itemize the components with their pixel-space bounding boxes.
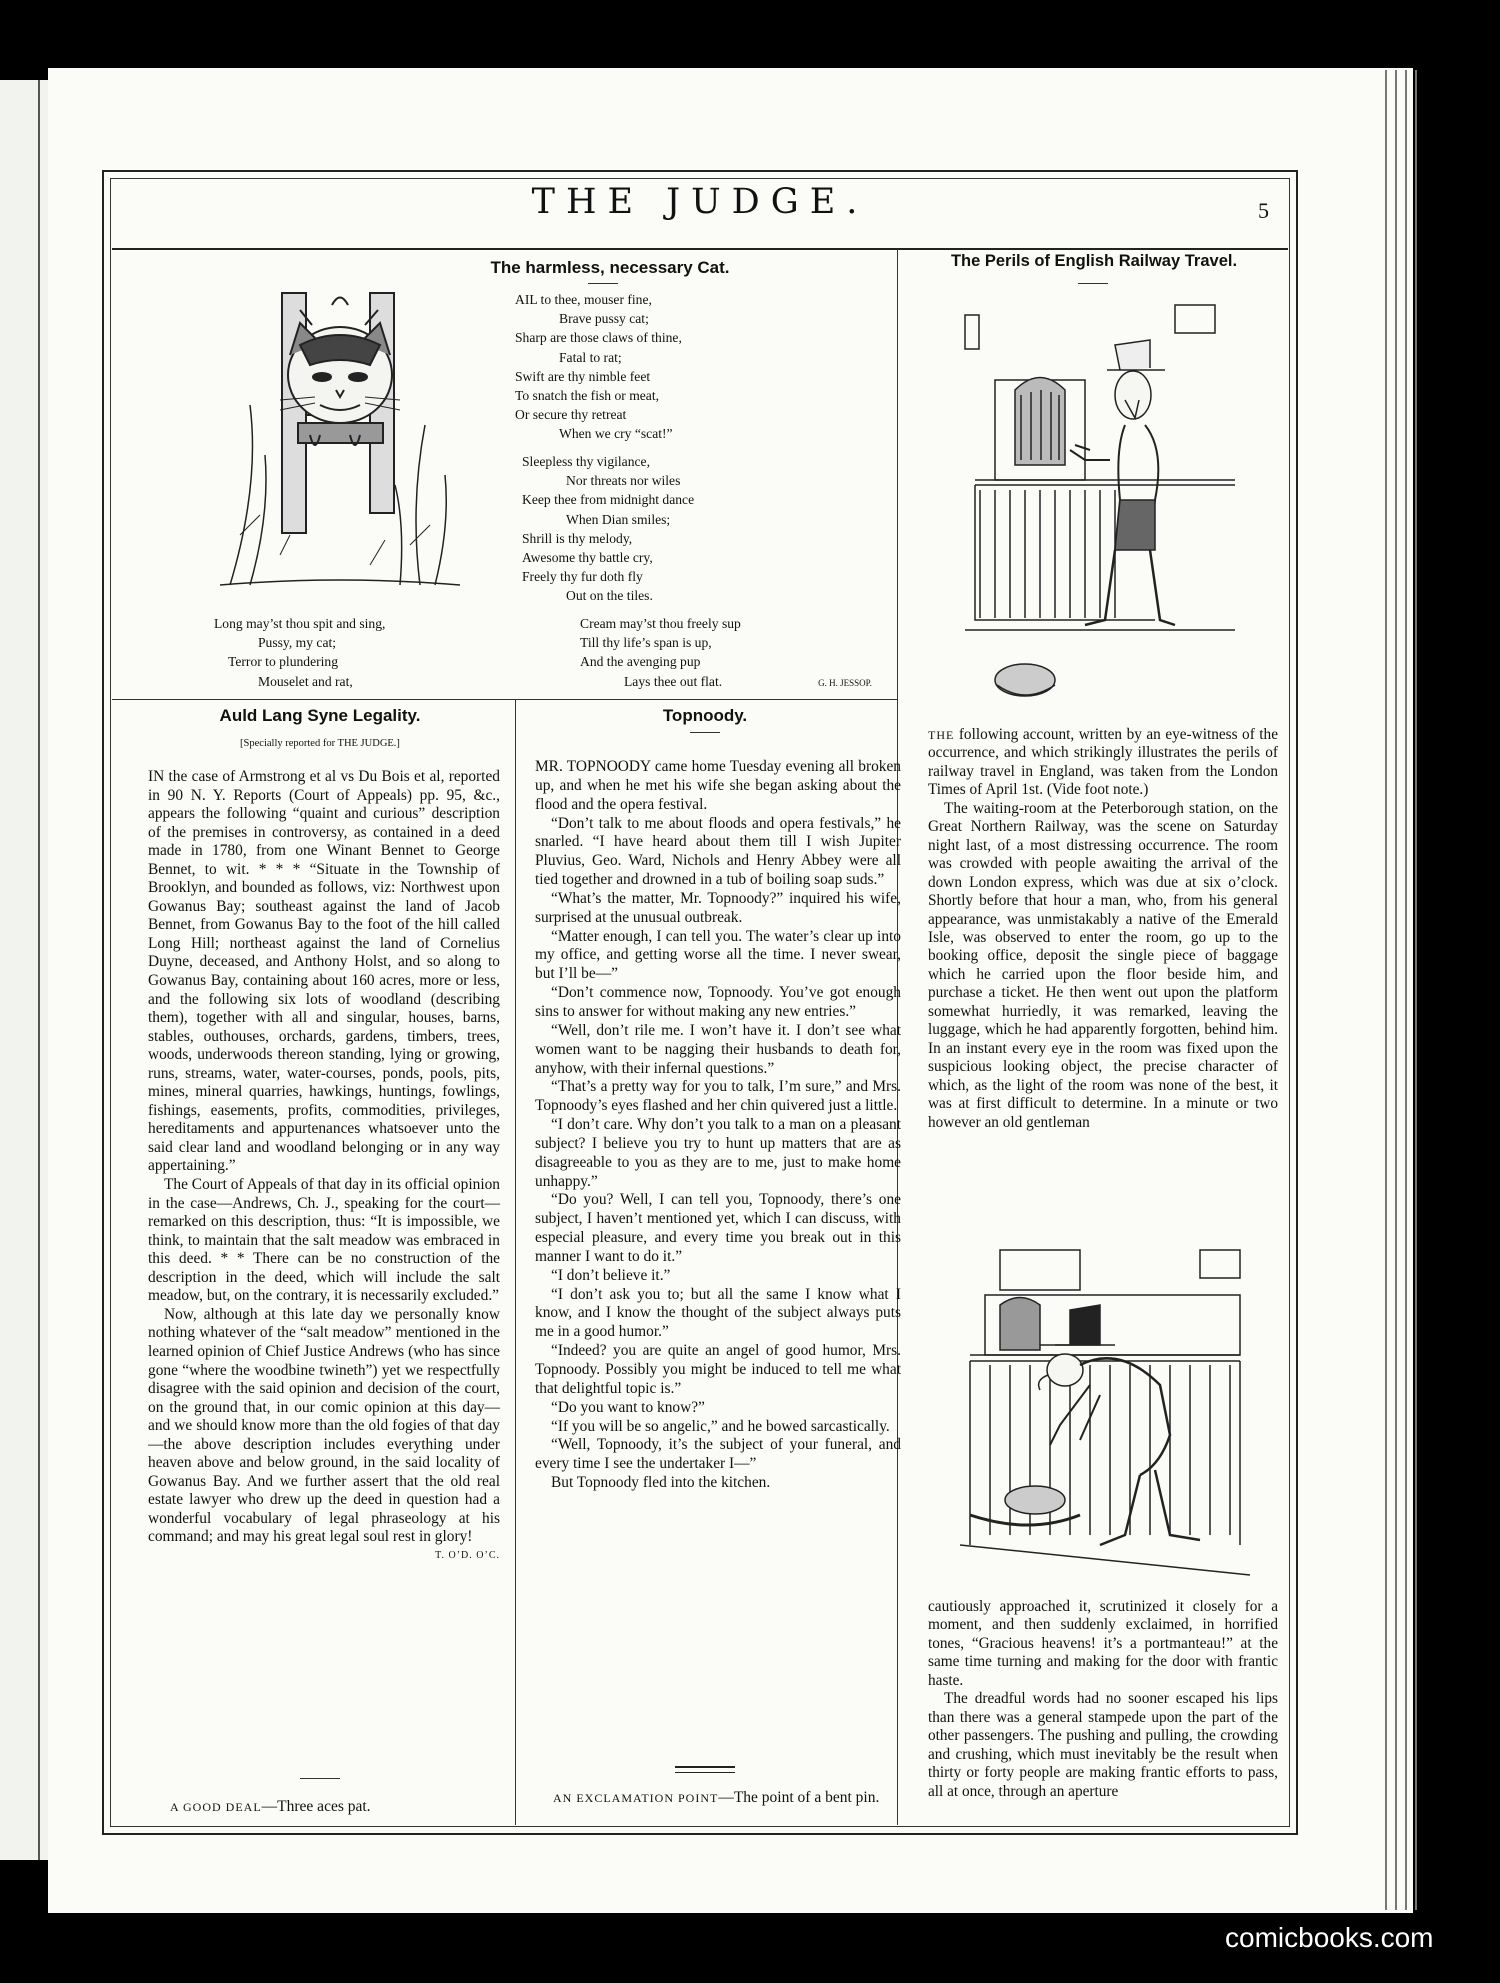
auld-paragraph: Now, although at this late day we personally know nothing whatever of the “salt meadow” mentioned in the learned opinion of Chief Justice Andrews (who has since gone “where the woodbine twineth”) yet we respectfully disagree with the said opinion and decision of the court, on the ground that, in our comic opinion at this day—and we should know more than the old fogies of that day—the above description includes everything under heaven above and below ground, in the said locality of Gowanus Bay. And we further assert that the old real estate lawyer who drew up the deed in question had a wonderful vocabulary of legal phraseology at his command; and may his great legal soul rest in glory! [148, 1305, 500, 1546]
topnoody-paragraph: “Do you? Well, I can tell you, Topnoody, there’s one subject, I haven’t mentioned yet, which I can discuss, with especial pleasure, and every time you break out in this manner I want to do it.” [535, 1191, 901, 1265]
poem-line: Swift are thy nimble feet [515, 368, 651, 384]
topnoody-filler: AN EXCLAMATION POINT—The point of a bent pin. [553, 1789, 880, 1806]
section-rule [675, 1772, 735, 1773]
poem-line: Cream may’st thou freely sup [580, 616, 741, 631]
auld-paragraph: IN the case of Armstrong et al vs Du Bois et al, reported in 90 N. Y. Reports (Court of Appeals) pp. 95, &c., appears the following “quaint and curious” description of the premises in controversy, as contained in a deed made in 1780, from one Winant Bennet to George Bennet, to wit. * * * “Situate in the Township of Brooklyn, and bounded as follows, viz: Northwest upon Gowanus Bay; southeast against the land of Jacob Bennet, from Gowanus Bay to the foot of the hill called Long Hill; northeast against the land of Cornelius Duyne, deceased, and Anthony Holst, and so along to Gowanus Bay, containing about 160 acres, more or less, and the following six lots of woodland (describing them), together with all and singular, houses, barns, stables, outhouses, orchards, gardens, timbers, trees, woods, underwoods thereon standing, lying or growing, runs, streams, water, water-courses, ponds, pools, pits, mines, mineral quarries, hawkings, huntings, fowlings, fishings, easements, profits, commodities, privileges, hereditaments and appurtenances whatsoever unto the said clear land and woodland belonging or in any way appertaining.” [148, 768, 500, 1175]
cat-poem-stanza-1 [515, 290, 765, 444]
topnoody-paragraph: “Well, don’t rile me. I won’t have it. I don’t see what women want to be nagging their husbands to death for, anyhow, with their infernal questions.” [535, 1021, 901, 1077]
railway-paragraph: cautiously approached it, scrutinized it closely for a moment, and then suddenly exclaimed, in horrified tones, “Gracious heavens! it’s a portmanteau!” at the same time turning and making for the door with frantic haste. [928, 1598, 1278, 1689]
poem-line: Brave pussy cat; [559, 311, 649, 327]
auld-title: Auld Lang Syne Legality. [219, 706, 421, 725]
section-rule [300, 1778, 340, 1779]
masthead-title: THE JUDGE. [531, 182, 869, 222]
poem-line: AIL to thee, mouser fine, [515, 292, 652, 307]
poem-line: Long may’st thou spit and sing, [214, 616, 386, 631]
cat-poem-stanza-3 [214, 614, 454, 691]
auld-article [148, 768, 500, 1566]
poem-line: And the avenging pup [580, 654, 701, 670]
railway-paragraph: The waiting-room at the Peterborough station, on the Great Northern Railway, was the scene on Saturday night last, of a most distressing occurrence. The room was crowded with people awaiting the arrival of the down London express, which was due at six o’clock. Shortly before that hour a man, who, from his general appearance, was unmistakably a native of the Emerald Isle, was observed to enter the room, go up to the booking office, deposit the single piece of baggage which he carried upon the floor beside him, and purchase a ticket. He then went out upon the platform somewhat hurriedly, it was remarked, leaving the luggage, which he had apparently forgotten, behind him. In an instant every eye in the room was fixed upon the suspicious looking object, the precise character of which, as the light of the room was none of the best, it was at first difficult to determine. In a minute or two however an old gentleman [928, 799, 1278, 1131]
poem-line: Mouselet and rat, [258, 673, 353, 689]
title-rule [1078, 283, 1108, 284]
topnoody-paragraph: “What’s the matter, Mr. Topnoody?” inquired his wife, surprised at the unusual outbreak. [535, 889, 901, 926]
portmanteau-illustration [940, 1245, 1270, 1595]
poem-line: Keep thee from midnight dance [522, 492, 695, 508]
poem-line: Till thy life’s span is up, [580, 635, 712, 651]
cat-poem-stanza-2 [522, 452, 772, 606]
railway-ticket-illustration [935, 300, 1265, 710]
masthead-rule [112, 248, 1288, 250]
poem-line: Sleepless thy vigilance, [522, 454, 650, 469]
topnoody-paragraph: “I don’t ask you to; but all the same I know what I know, and I know the thought of the subject always puts me in a good humor.” [535, 1285, 901, 1341]
cat-poem-title: The harmless, necessary Cat. [490, 258, 730, 277]
railway-paragraph: THE following account, written by an eye-witness of the occurrence, and which strikingly illustrates the perils of railway travel in England, was taken from the London Times of April 1st. (Vide foot note.) [928, 726, 1278, 799]
title-rule [690, 732, 720, 733]
topnoody-paragraph: “Don’t talk to me about floods and opera festivals,” he snarled. “I have heard about them till I wish Jupiter Pluvius, Geo. Ward, Nichols and Henry Abbey were all tied together and drowned in a tub of boiling soap suds.” [535, 814, 901, 889]
section-rule [675, 1766, 735, 1768]
topnoody-paragraph: “Indeed? you are quite an angel of good humor, Mrs. Topnoody. Possibly you might be induced to tell me what that delightful topic is.” [535, 1342, 901, 1397]
poem-line: Shrill is thy melody, [522, 530, 633, 546]
poem-line: Out on the tiles. [566, 588, 653, 604]
topnoody-paragraph: “If you will be so angelic,” and he bowed sarcastically. [551, 1417, 890, 1435]
poem-line: Fatal to rat; [559, 349, 622, 365]
page-number: 5 [1258, 198, 1269, 223]
railway-text-bottom [928, 1598, 1278, 1801]
poem-line: Awesome thy battle cry, [522, 550, 653, 566]
railway-paragraph: The dreadful words had no sooner escaped his lips than there was a general stampede upon the part of the other passengers. The pushing and pulling, the crowding and crushing, which must inevitably be the result when thirty or forty people are making frantic efforts to pass, all at once, through an aperture [928, 1690, 1278, 1800]
topnoody-paragraph: “Well, Topnoody, it’s the subject of your funeral, and every time I see the undertaker I—” [535, 1436, 901, 1473]
title-rule [588, 283, 618, 284]
drop-cap: THE [928, 728, 955, 742]
topnoody-title: Topnoody. [662, 706, 748, 725]
topnoody-paragraph: “I don’t believe it.” [551, 1266, 671, 1284]
poem-line: Terror to plundering [228, 654, 339, 670]
poem-line: Sharp are those claws of thine, [515, 330, 682, 346]
poem-line: To snatch the fish or meat, [515, 388, 660, 404]
topnoody-paragraph: MR. TOPNOODY came home Tuesday evening all broken up, and when he met his wife she began asking about the flood and the opera festival. [535, 758, 901, 813]
topnoody-paragraph: “I don’t care. Why don’t you talk to a man on a pleasant subject? I believe you try to hunt up matters that are as disagreeable to you as they are to me, just to make home unhappy.” [535, 1116, 901, 1190]
topnoody-paragraph: “Don’t commence now, Topnoody. You’ve got enough sins to answer for without making any new entries.” [535, 984, 901, 1020]
cat-poem-stanza-4 [580, 614, 830, 691]
poem-line: Lays thee out flat. [624, 673, 723, 689]
poem-line: Freely thy fur doth fly [522, 569, 643, 585]
poem-line: Nor threats nor wiles [566, 473, 681, 489]
topnoody-paragraph: “Matter enough, I can tell you. The water’s clear up into my office, and getting worse all the time. I never swear, but I’ll be—” [535, 927, 901, 983]
topnoody-paragraph: “That’s a pretty way for you to talk, I’m sure,” and Mrs. Topnoody’s eyes flashed and her chin quivered just a little. [535, 1078, 901, 1115]
auld-paragraph: The Court of Appeals of that day in its official opinion in the case—Andrews, Ch. J., speaking for the court—remarked on this description, thus: “It is impossible, we think, to maintain that the salt meadow was embraced in this deed. * * There can be no construction of the description in the deed, which will include the salt meadow, but, on the contrary, it is necessarily excluded.” [148, 1176, 500, 1305]
auld-subtitle: [Specially reported for THE JUDGE.] [240, 738, 400, 749]
left-page-edge [0, 80, 48, 1860]
page-stack-edge [1385, 70, 1445, 1910]
cat-illustration [220, 285, 460, 600]
poem-line: Pussy, my cat; [258, 635, 337, 651]
railway-title: The Perils of English Railway Travel. [950, 252, 1238, 270]
railway-text-top [928, 726, 1278, 1132]
poem-line: Or secure thy retreat [515, 407, 627, 423]
poem-line: When we cry “scat!” [559, 426, 673, 442]
column-divider-middle [515, 700, 516, 1825]
auld-signature: T. O’D. O’C. [435, 1549, 500, 1561]
topnoody-paragraph: “Do you want to know?” [551, 1398, 705, 1416]
topnoody-paragraph: But Topnoody fled into the kitchen. [551, 1474, 771, 1492]
watermark: comicbooks.com [1225, 1922, 1434, 1953]
poem-line: When Dian smiles; [566, 511, 671, 527]
topnoody-article [535, 758, 901, 1493]
auld-filler: A GOOD DEAL—Three aces pat. [170, 1798, 371, 1815]
poem-author: G. H. JESSOP. [818, 678, 872, 688]
poem-section-rule [112, 699, 897, 700]
